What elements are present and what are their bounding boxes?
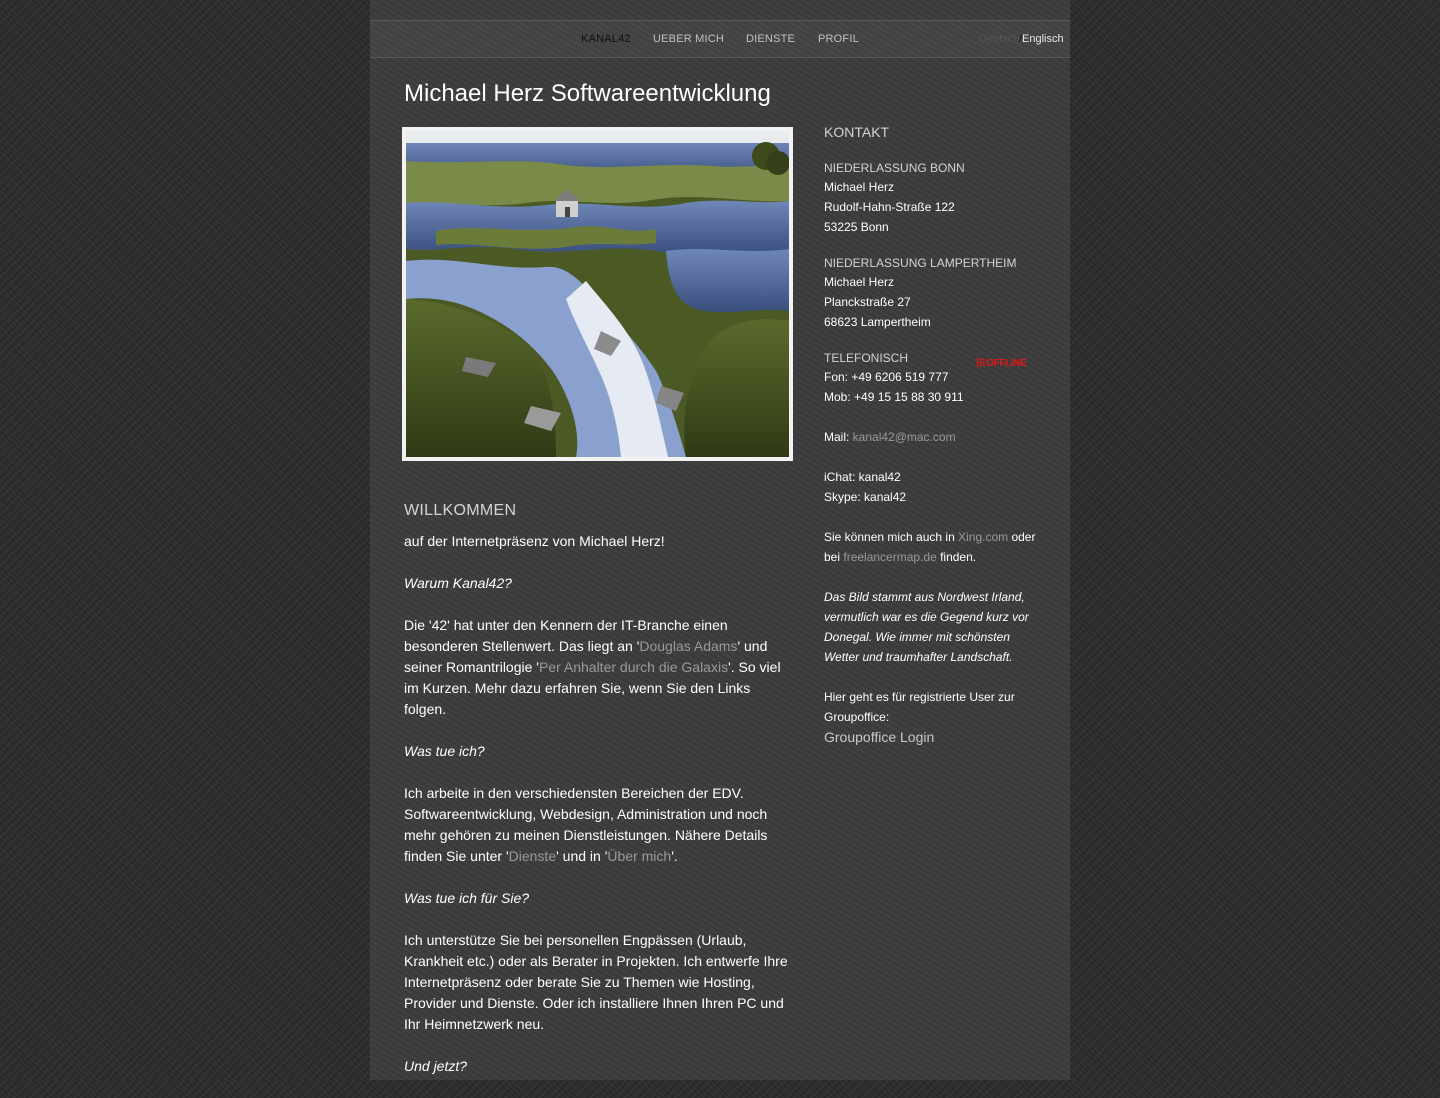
office-bonn-heading: NIEDERLASSUNG BONN xyxy=(824,161,965,175)
office-lampertheim-name: Michael Herz xyxy=(824,275,895,289)
office-lampertheim-heading: NIEDERLASSUNG LAMPERTHEIM xyxy=(824,256,1017,270)
office-lampertheim xyxy=(824,254,1040,332)
phone-fon: Fon: +49 6206 519 777 xyxy=(824,370,949,384)
nav-item-ueber-mich[interactable]: UEBER MICH xyxy=(653,33,725,45)
question-and-now: Und jetzt? xyxy=(404,1058,468,1074)
ichat-contact: iChat: kanal42 xyxy=(824,470,901,484)
office-lampertheim-city: 68623 Lampertheim xyxy=(824,315,931,329)
mail-link[interactable]: kanal42@mac.com xyxy=(852,430,956,444)
mail-line: Mail: kanal42@mac.com xyxy=(824,430,956,444)
office-bonn-name: Michael Herz xyxy=(824,180,895,194)
ueber-mich-link[interactable]: Über mich xyxy=(607,848,672,864)
offline-status-badge: OFFLINE xyxy=(976,354,1027,374)
language-german-link[interactable]: Deutsch xyxy=(979,33,1020,45)
office-bonn xyxy=(824,159,1040,237)
groupoffice-login-link[interactable]: Groupoffice Login xyxy=(824,729,935,745)
language-english-link[interactable]: Englisch xyxy=(1022,33,1064,45)
paragraph-kanal42: Die '42' hat unter den Kennern der IT-Branche einen besonderen Stellenwert. Das liegt an 'Douglas Adams' und seiner Romantrilogie 'Per Anhalter durch die Galaxis'. So viel im Kurzen. Mehr dazu erfahren Sie, wenn Sie den Links folgen. xyxy=(404,617,781,717)
main-content xyxy=(404,500,792,1098)
phone-heading: TELEFONISCH xyxy=(824,351,909,365)
profiles-text: Sie können mich auch in Xing.com oder bei freelancermap.de finden. xyxy=(824,530,1036,564)
photo-caption: Das Bild stammt aus Nordwest Irland, vermutlich war es die Gegend kurz vor Donegal. Wie immer mit schönsten Wetter und traumhafter Landschaft. xyxy=(824,590,1029,664)
office-bonn-street: Rudolf-Hahn-Straße 122 xyxy=(824,200,955,214)
freelancermap-link[interactable]: freelancermap.de xyxy=(843,550,937,564)
contact-sidebar xyxy=(824,122,1040,747)
nav-item-kanal42[interactable]: KANAL42 xyxy=(581,33,631,45)
intro-text: auf der Internetpräsenz von Michael Herz! xyxy=(404,533,665,549)
phone-mob: Mob: +49 15 15 88 30 911 xyxy=(824,390,964,404)
contact-heading: KONTAKT xyxy=(824,124,890,140)
paragraph-what-for-you: Ich unterstütze Sie bei personellen Engpässen (Urlaub, Krankheit etc.) oder als Berater in Projekten. Ich entwerfe Ihre Internetpräsenz oder berate Sie zu Themen wie Hosting, Provider und Dienste. Oder ich installiere Ihnen Ihren PC und Ihr Heimnetzwerk neu. xyxy=(404,932,788,1032)
question-why-kanal42: Warum Kanal42? xyxy=(404,575,512,591)
question-what-for-you: Was tue ich für Sie? xyxy=(404,890,530,906)
paragraph-what-i-do: Ich arbeite in den verschiedensten Bereichen der EDV. Softwareentwicklung, Webdesign, Administration und noch mehr gehören zu meinen Dienstleistungen. Nähere Details finden Sie unter 'Dienste' und in 'Über mich'. xyxy=(404,785,768,864)
language-separator: / xyxy=(1019,33,1023,45)
question-what-i-do: Was tue ich? xyxy=(404,743,485,759)
welcome-heading: WILLKOMMEN xyxy=(404,502,517,519)
status-dots-icon xyxy=(976,358,985,367)
landscape-photo-frame xyxy=(402,127,793,461)
office-bonn-city: 53225 Bonn xyxy=(824,220,889,234)
site-title: Michael Herz Softwareentwicklung xyxy=(404,80,771,107)
page-container xyxy=(370,0,1070,1080)
galaxis-link[interactable]: Per Anhalter durch die Galaxis xyxy=(538,659,729,675)
landscape-photo xyxy=(406,131,789,457)
xing-link[interactable]: Xing.com xyxy=(958,530,1009,544)
dienste-link[interactable]: Dienste xyxy=(508,848,557,864)
office-lampertheim-street: Planckstraße 27 xyxy=(824,295,911,309)
nav-item-profil[interactable]: PROFIL xyxy=(818,33,859,45)
groupoffice-text: Hier geht es für registrierte User zur Groupoffice: xyxy=(824,690,1015,724)
nav-item-dienste[interactable]: DIENSTE xyxy=(746,33,796,45)
skype-contact: Skype: kanal42 xyxy=(824,490,907,504)
top-navigation xyxy=(370,20,1070,58)
douglas-adams-link[interactable]: Douglas Adams xyxy=(639,638,738,654)
